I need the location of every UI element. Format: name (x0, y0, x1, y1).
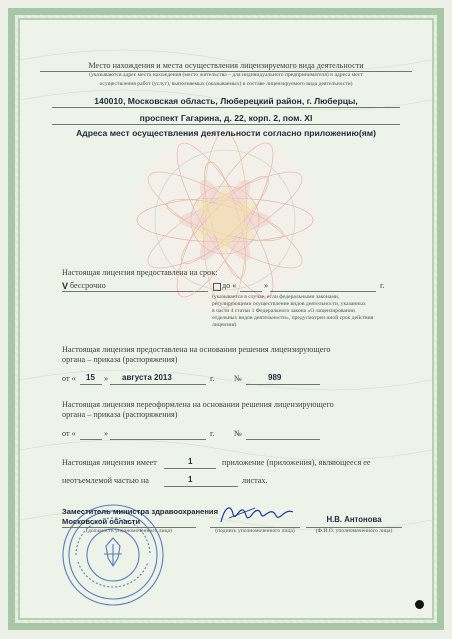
reissue-month-rule (110, 439, 206, 440)
sheet-count: 1 (188, 475, 193, 484)
reissue-number-rule (246, 439, 320, 440)
address-line: проспект Гагарина, д. 22, корп. 2, пом. XI (139, 113, 313, 123)
grant-number: 989 (268, 373, 282, 382)
appendix-count: 1 (188, 457, 193, 466)
reissue-text: органа – приказа (распоряжения) (62, 410, 178, 419)
grant-day: 15 (86, 373, 95, 382)
reissue-day-rule (80, 439, 102, 440)
until-prefix: до « (222, 281, 237, 290)
grant-text: Настоящая лицензия предоставлена на основании решения лицензирующего (62, 345, 331, 354)
position-caption: (должность уполномоченного лица) (86, 528, 172, 534)
header-title: Место нахождения и места осуществления лицензируемого вида деятельности (88, 61, 364, 70)
grant-date-close: » (104, 374, 109, 383)
signatory-title: Московской области (62, 517, 141, 526)
grant-date-prefix: от « (62, 374, 76, 383)
grant-text: органа – приказа (распоряжения) (62, 355, 178, 364)
appendix-text: неотъемлемой частью на (62, 476, 149, 485)
grant-year-suffix: г. (210, 374, 215, 383)
reissue-date-close: » (104, 429, 109, 438)
grant-number-sign: № (234, 374, 242, 383)
reissue-year-suffix: г. (210, 429, 215, 438)
grant-month-rule (110, 384, 206, 385)
appendix-text: листах. (242, 476, 268, 485)
signature (215, 500, 295, 528)
punch-hole (415, 600, 424, 609)
header-note-line: осуществления работ (услуг), выполняемых (оказываемых) в составе лицензируемого вида деятельности) (99, 81, 353, 87)
until-year-suffix: г. (380, 281, 385, 290)
until-day-rule (240, 291, 262, 292)
term-label: Настоящая лицензия предоставлена на срок: (62, 268, 218, 277)
term-rule (62, 291, 194, 292)
header-note-line: (указываются адрес места нахождения (место жительства – для индивидуального предпринимателя) и адреса мест (89, 72, 363, 78)
until-checkbox (213, 283, 221, 291)
sheet-count-rule (164, 486, 238, 487)
signatory-name: Н.В. Антонова (326, 515, 382, 524)
term-note: (указывается в случае, если федеральными законами, (212, 294, 340, 300)
signature-caption: (подпись уполномоченного лица) (215, 528, 295, 534)
address-rule (52, 124, 400, 125)
signatory-title: Заместитель министра здравоохранения (62, 507, 219, 516)
term-note: регулирующими осуществление видов деятельности, указанных (212, 301, 366, 307)
appendix-text: Настоящая лицензия имеет (62, 458, 157, 467)
check-mark: V (62, 281, 69, 291)
address-line: 140010, Московская область, Люберецкий район, г. Люберцы, (94, 96, 358, 106)
grant-month-year: августа 2013 (122, 373, 172, 382)
appendix-text: приложение (приложения), являющееся ее (222, 458, 371, 467)
reissue-date-prefix: от « (62, 429, 76, 438)
reissue-number-sign: № (234, 429, 242, 438)
term-indefinite: бессрочно (70, 281, 106, 290)
term-note: отдельных видов деятельности», предусмотрен иной срок действия (212, 315, 374, 321)
term-note: лицензии) (212, 322, 237, 328)
until-close: » (264, 281, 269, 290)
term-note: в части 4 статьи 1 Федерального закона «О лицензировании (212, 308, 355, 314)
address-rule (52, 107, 400, 108)
name-caption: (Ф.И.О. уполномоченного лица) (315, 528, 393, 534)
grant-number-rule (246, 384, 320, 385)
address-note: Адреса мест осуществления деятельности согласно приложению(ям) (76, 128, 376, 138)
until-month-rule (270, 291, 376, 292)
grant-day-rule (80, 384, 102, 385)
appendix-count-rule (164, 468, 216, 469)
reissue-text: Настоящая лицензия переоформлена на основании решения лицензирующего (62, 400, 334, 409)
term-rule-2 (195, 291, 208, 292)
